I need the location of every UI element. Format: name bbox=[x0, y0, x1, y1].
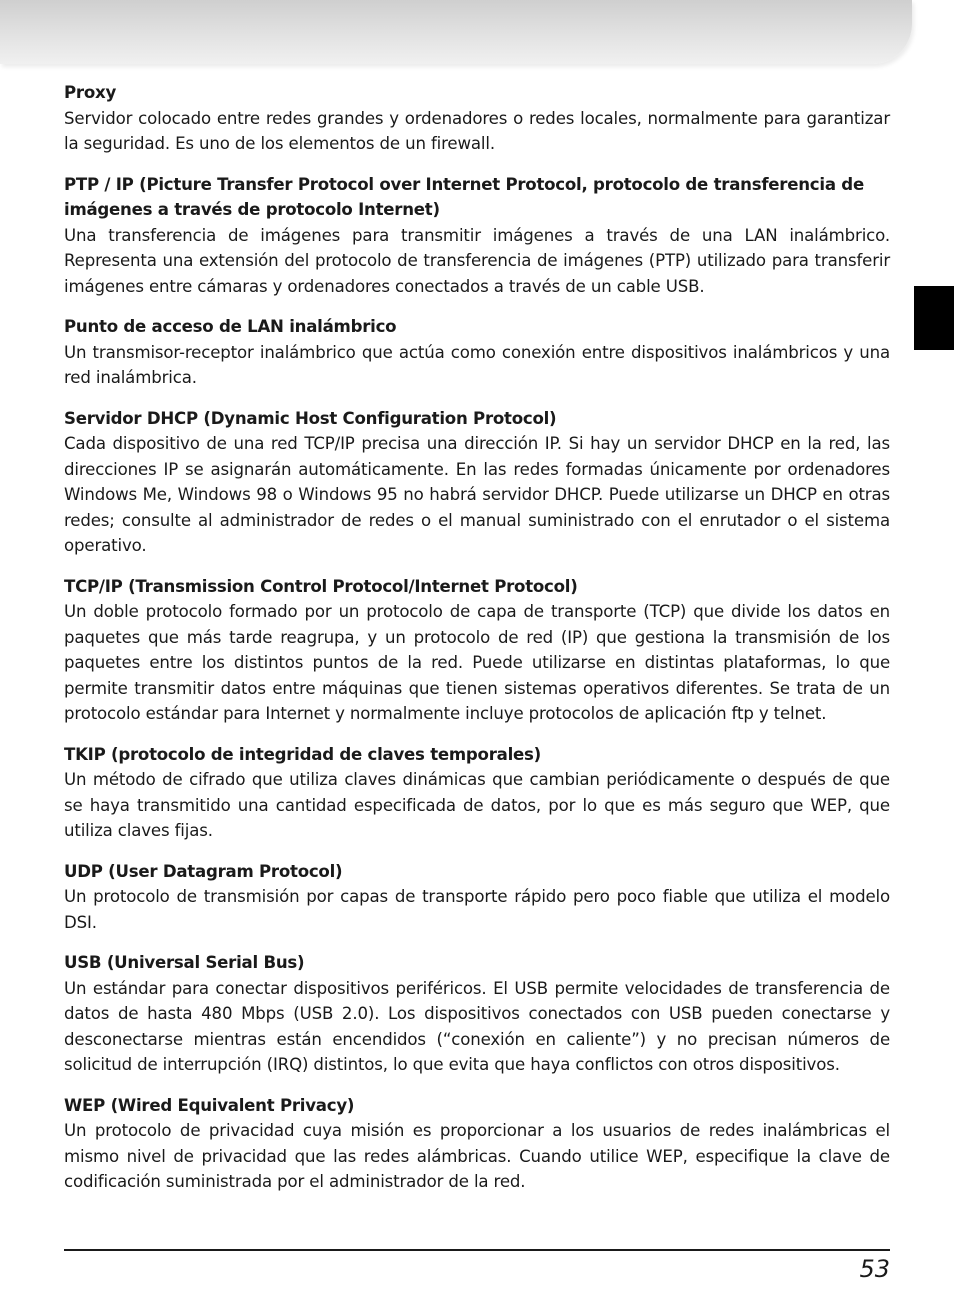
glossary-definition: Un transmisor-receptor inalámbrico que actúa como conexión entre dispositivos inalámbricos y una red inalámbrica. bbox=[64, 342, 890, 387]
page-header-band bbox=[0, 0, 912, 64]
footer-rule bbox=[64, 1249, 890, 1251]
glossary-term: Punto de acceso de LAN inalámbrico bbox=[64, 317, 397, 336]
glossary-term: TKIP (protocolo de integridad de claves temporales) bbox=[64, 744, 541, 764]
glossary-term: Servidor DHCP (Dynamic Host Configuration Protocol) bbox=[64, 408, 557, 428]
glossary-content bbox=[64, 80, 890, 1210]
glossary-entry-proxy bbox=[64, 80, 890, 157]
glossary-entry-tcp-ip bbox=[64, 574, 890, 727]
glossary-definition: Un doble protocolo formado por un protocolo de capa de transporte (TCP) que divide los datos en paquetes que más tarde reagrupa, y un protocolo de red (IP) que gestiona la transmisión de los paquetes entre los distintos puntos de la red. Puede utilizarse en distintas plataformas, lo que permite transmitir datos entre máquinas que tienen sistemas operativos diferentes. Se trata de un protocolo estándar para Internet y normalmente incluye protocolos de aplicación ftp y telnet. bbox=[64, 602, 890, 723]
glossary-term: Proxy bbox=[64, 83, 117, 102]
glossary-definition: Servidor colocado entre redes grandes y ordenadores o redes locales, normalmente para garantizar la seguridad. Es uno de los elementos de un firewall. bbox=[64, 108, 890, 153]
glossary-term: UDP (User Datagram Protocol) bbox=[64, 861, 343, 881]
glossary-term: USB (Universal Serial Bus) bbox=[64, 953, 305, 972]
glossary-entry-wep bbox=[64, 1093, 890, 1195]
glossary-entry-access-point bbox=[64, 314, 890, 391]
page-number: 53 bbox=[859, 1255, 890, 1283]
glossary-definition: Un protocolo de privacidad cuya misión es proporcionar a los usuarios de redes inalámbricas el mismo nivel de privacidad que las redes alámbricas. Cuando utilice WEP, especifique la clave de codificación suministrada por el administrador de la red. bbox=[64, 1121, 890, 1191]
glossary-term: TCP/IP (Transmission Control Protocol/Internet Protocol) bbox=[64, 576, 578, 596]
glossary-definition: Cada dispositivo de una red TCP/IP precisa una dirección IP. Si hay un servidor DHCP en la red, las direcciones IP se asignarán automáticamente. En las redes formadas únicamente por ordenadores Windows Me, Windows 98 o Windows 95 no habrá servidor DHCP. Puede utilizarse un DHCP en otras redes; consulte al administrador de redes o el manual suministrado con el enrutador o el sistema operativo. bbox=[64, 434, 890, 555]
glossary-term: WEP (Wired Equivalent Privacy) bbox=[64, 1095, 355, 1115]
glossary-entry-ptp-ip bbox=[64, 172, 890, 300]
glossary-entry-udp bbox=[64, 859, 890, 936]
glossary-entry-tkip bbox=[64, 742, 890, 844]
glossary-definition: Un estándar para conectar dispositivos periféricos. El USB permite velocidades de transferencia de datos de hasta 480 Mbps (USB 2.0). Los dispositivos conectados con USB pueden conectarse y desconectarse mientras están encendidos (“conexión en caliente”) y no precisan números de solicitud de interrupción (IRQ) distintos, lo que evita que haya conflictos con otros dispositivos. bbox=[64, 978, 890, 1074]
glossary-definition: Un método de cifrado que utiliza claves dinámicas que cambian periódicamente o después de que se haya transmitido una cantidad especificada de datos, por lo que es más seguro que WEP, que utiliza claves fijas. bbox=[64, 770, 890, 840]
glossary-definition: Un protocolo de transmisión por capas de transporte rápido pero poco fiable que utiliza el modelo DSI. bbox=[64, 887, 890, 932]
glossary-entry-usb bbox=[64, 950, 890, 1078]
glossary-term: PTP / IP (Picture Transfer Protocol over Internet Protocol, protocolo de transferencia de imágenes a través de protocolo Internet) bbox=[64, 174, 864, 219]
section-thumb-tab bbox=[914, 286, 954, 350]
glossary-definition: Una transferencia de imágenes para transmitir imágenes a través de una LAN inalámbrico. Representa una extensión del protocolo de transferencia de imágenes (PTP) utilizado para transferir imágenes entre cámaras y ordenadores conectados a través de un cable USB. bbox=[64, 225, 890, 296]
glossary-entry-dhcp bbox=[64, 406, 890, 559]
